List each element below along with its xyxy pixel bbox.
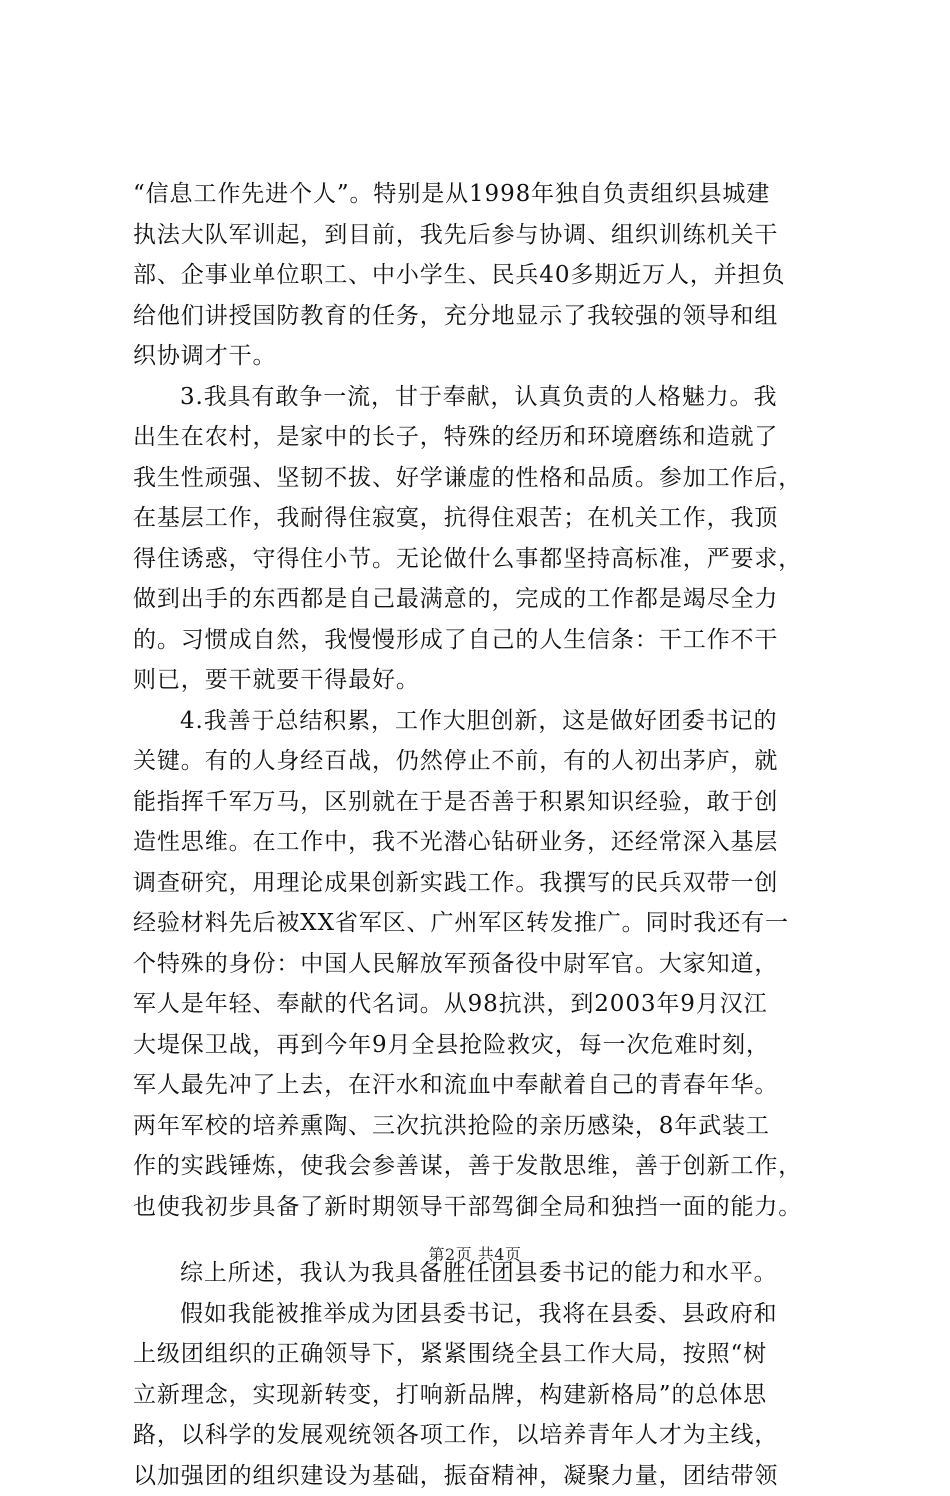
text-line: 调查研究，用理论成果创新实践工作。我撰写的民兵双带一创 xyxy=(133,863,833,904)
text-line: 路，以科学的发展观统领各项工作，以培养青年人才为主线， xyxy=(133,1415,833,1456)
paragraph-plan xyxy=(133,1294,833,1496)
paragraph-item-3 xyxy=(133,377,833,701)
text-line: 两年军校的培养熏陶、三次抗洪抢险的亲历感染，8年武装工 xyxy=(133,1106,833,1147)
text-line: 经验材料先后被XX省军区、广州军区转发推广。同时我还有一 xyxy=(133,903,833,944)
text-line: “信息工作先进个人”。特别是从1998年独自负责组织县城建 xyxy=(133,174,833,215)
text-line: 3.我具有敢争一流，甘于奉献，认真负责的人格魅力。我 xyxy=(133,377,833,418)
text-line: 织协调才干。 xyxy=(133,336,833,377)
text-line: 做到出手的东西都是自己最满意的，完成的工作都是竭尽全力 xyxy=(133,579,833,620)
text-line: 4.我善于总结积累，工作大胆创新，这是做好团委书记的 xyxy=(133,701,833,742)
text-line: 得住诱惑，守得住小节。无论做什么事都坚持高标准，严要求， xyxy=(133,539,833,580)
page-number-footer: 第2页 共4页 xyxy=(0,1242,950,1265)
paragraph-item-4 xyxy=(133,701,833,1228)
text-line: 给他们讲授国防教育的任务，充分地显示了我较强的领导和组 xyxy=(133,296,833,337)
text-line: 造性思维。在工作中，我不光潜心钻研业务，还经常深入基层 xyxy=(133,822,833,863)
text-line: 上级团组织的正确领导下，紧紧围绕全县工作大局，按照“树 xyxy=(133,1334,833,1375)
text-line: 以加强团的组织建设为基础，振奋精神，凝聚力量，团结带领 xyxy=(133,1456,833,1496)
text-line: 我生性顽强、坚韧不拔、好学谦虚的性格和品质。参加工作后， xyxy=(133,458,833,499)
text-line: 军人是年轻、奉献的代名词。从98抗洪，到2003年9月汉江 xyxy=(133,984,833,1025)
text-line: 军人最先冲了上去，在汗水和流血中奉献着自己的青春年华。 xyxy=(133,1065,833,1106)
text-line: 大堤保卫战，再到今年9月全县抢险救灾，每一次危难时刻， xyxy=(133,1025,833,1066)
text-line: 则已，要干就要干得最好。 xyxy=(133,660,833,701)
paragraph-continuation xyxy=(133,174,833,377)
text-line: 在基层工作，我耐得住寂寞，抗得住艰苦；在机关工作，我顶 xyxy=(133,498,833,539)
text-line: 关键。有的人身经百战，仍然停止不前，有的人初出茅庐，就 xyxy=(133,741,833,782)
text-line: 立新理念，实现新转变，打响新品牌，构建新格局”的总体思 xyxy=(133,1375,833,1416)
text-line: 的。习惯成自然，我慢慢形成了自己的人生信条：干工作不干 xyxy=(133,620,833,661)
text-line: 综上所述，我认为我具备胜任团县委书记的能力和水平。 xyxy=(133,1253,833,1294)
body-text xyxy=(133,174,833,1496)
text-line: 出生在农村，是家中的长子，特殊的经历和环境磨练和造就了 xyxy=(133,417,833,458)
text-line: 部、企事业单位职工、中小学生、民兵40多期近万人，并担负 xyxy=(133,255,833,296)
text-line: 也使我初步具备了新时期领导干部驾御全局和独挡一面的能力。 xyxy=(133,1187,833,1228)
text-line: 执法大队军训起，到目前，我先后参与协调、组织训练机关干 xyxy=(133,215,833,256)
text-line: 能指挥千军万马，区别就在于是否善于积累知识经验，敢于创 xyxy=(133,782,833,823)
text-line: 作的实践锤炼，使我会参善谋，善于发散思维，善于创新工作， xyxy=(133,1146,833,1187)
text-line: 个特殊的身份：中国人民解放军预备役中尉军官。大家知道， xyxy=(133,944,833,985)
text-line: 假如我能被推举成为团县委书记，我将在县委、县政府和 xyxy=(133,1294,833,1335)
